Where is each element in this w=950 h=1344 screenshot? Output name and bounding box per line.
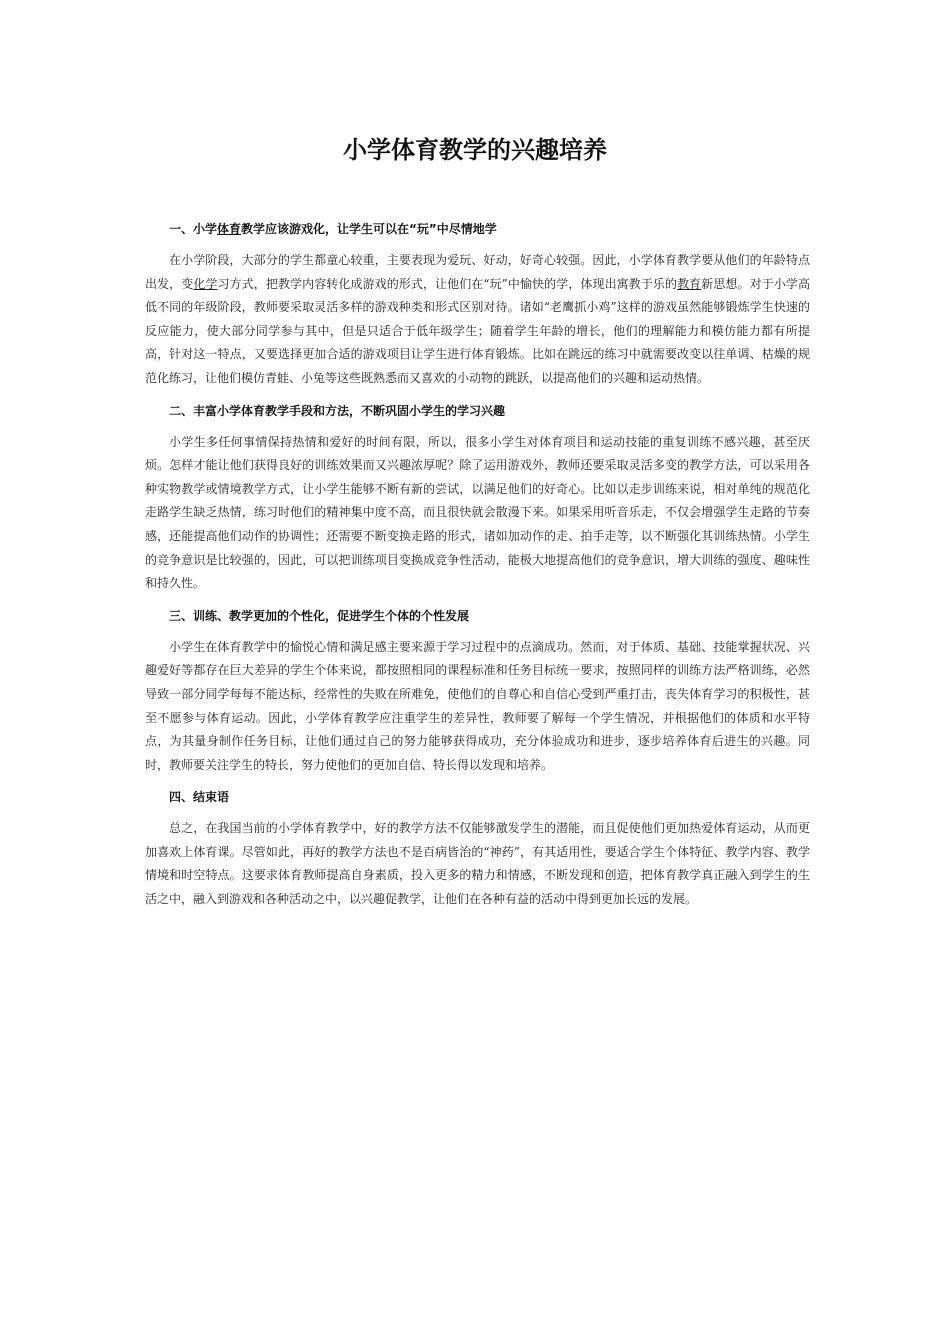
section-4-paragraph: 总之，在我国当前的小学体育教学中，好的教学方法不仅能够激发学生的潜能，而且促使他们更加热爱体育运动，从而更加喜欢上体育课。尽管如此，再好的教学方法也不是百病皆治的“神药”，有其适用性，要适合学生个体特征、教学内容、教学情境和时空特点。这要求体育教师提高自身素质，投入更多的精力和情感，不断发现和创造，把体育教学真正融入到学生的生活之中，融入到游戏和各种活动之中，以兴趣促教学，让他们在各种有益的活动中得到更加长远的发展。 [145,821,810,907]
section-1-text-c: 新思想。对于小学高低不同的年级阶段，教师要采取灵活多样的游戏种类和形式区别对待。诸如“老鹰抓小鸡”这样的游戏虽然能够锻炼学生快速的反应能力，使大部分同学参与其中，但是只适合于低年级学生；随着学生年龄的增长，他们的理解能力和模仿能力都有所提高，针对这一特点，又要选择更加合适的游戏项目让学生进行体育锻炼。比如在跳远的练习中就需要改变以往单调、枯燥的规范化练习，让他们模仿青蛙、小兔等这些既熟悉而又喜欢的小动物的跳跃，以提高他们的兴趣和运动热情。 [145,276,810,385]
section-1-paragraph [145,249,810,391]
section-1-text-a: 在小学阶段，大部分的学生都童心较重，主要表现为爱玩、好动，好奇心较强。因此，小学体育教学要从他们的年龄特点出发，变 [145,253,810,291]
section-1-heading-start: 一、小学 [169,222,218,236]
document-title: 小学体育教学的兴趣培养 [343,136,607,164]
link-huaxue[interactable]: 化学 [193,276,218,291]
section-2-paragraph: 小学生多任何事情保持热情和爱好的时间有限，所以，很多小学生对体育项目和运动技能的重复训练不感兴趣，甚至厌烦。怎样才能让他们获得良好的训练效果而又兴趣浓厚呢？除了运用游戏外，教师还要采取灵活多变的教学方法，可以采用各种实物教学或情境教学方式，让小学生能够不断有新的尝试，以满足他们的好奇心。比如以走步训练来说，相对单纯的规范化走路学生缺乏热情，练习时他们的精神集中度不高，而且很快就会散漫下来。如果采用听音乐走，不仅会增强学生走路的节奏感，还能提高他们动作的协调性；还需要不断变换走路的形式，诸如加动作的走、拍手走等，以不断强化其训练热情。小学生的竞争意识是比较强的，因此，可以把训练项目变换成竞争性活动，能极大地提高他们的竞争意识，增大训练的强度、趣味性和持久性。 [145,434,810,591]
section-1-heading [169,218,810,240]
section-1-text-b: 习方式，把教学内容转化成游戏的形式，让他们在“玩”中愉快的学，体现出寓教于乐的 [217,276,678,291]
link-jiaoyu[interactable]: 教育 [677,276,702,291]
section-3-heading: 三、训练、教学更加的个性化，促进学生个体的个性发展 [169,608,470,623]
section-1-heading-end: 教学应该游戏化，让学生可以在“玩”中尽情地学 [241,222,497,236]
document-body [145,218,810,921]
section-2-heading: 二、丰富小学体育教学手段和方法，不断巩固小学生的学习兴趣 [169,403,506,418]
section-3-paragraph: 小学生在体育教学中的愉悦心情和满足感主要来源于学习过程中的点滴成功。然而，对于体质、基础、技能掌握状况、兴趣爱好等都存在巨大差异的学生个体来说，都按照相同的课程标准和任务目标统一要求，按照同样的训练方法严格训练，必然导致一部分同学每每不能达标，经常性的失败在所难免，使他们的自尊心和自信心受到严重打击，丧失体育学习的积极性，甚至不愿参与体育运动。因此，小学体育教学应注重学生的差异性，教师要了解每一个学生情况，并根据他们的体质和水平特点，为其量身制作任务目标，让他们通过自己的努力能够获得成功，充分体验成功和进步，逐步培养体育后进生的兴趣。同时，教师要关注学生的特长，努力使他们的更加自信、特长得以发现和培养。 [145,639,810,772]
link-tiyu[interactable]: 体育 [217,222,242,236]
section-4-heading: 四、结束语 [169,790,230,805]
